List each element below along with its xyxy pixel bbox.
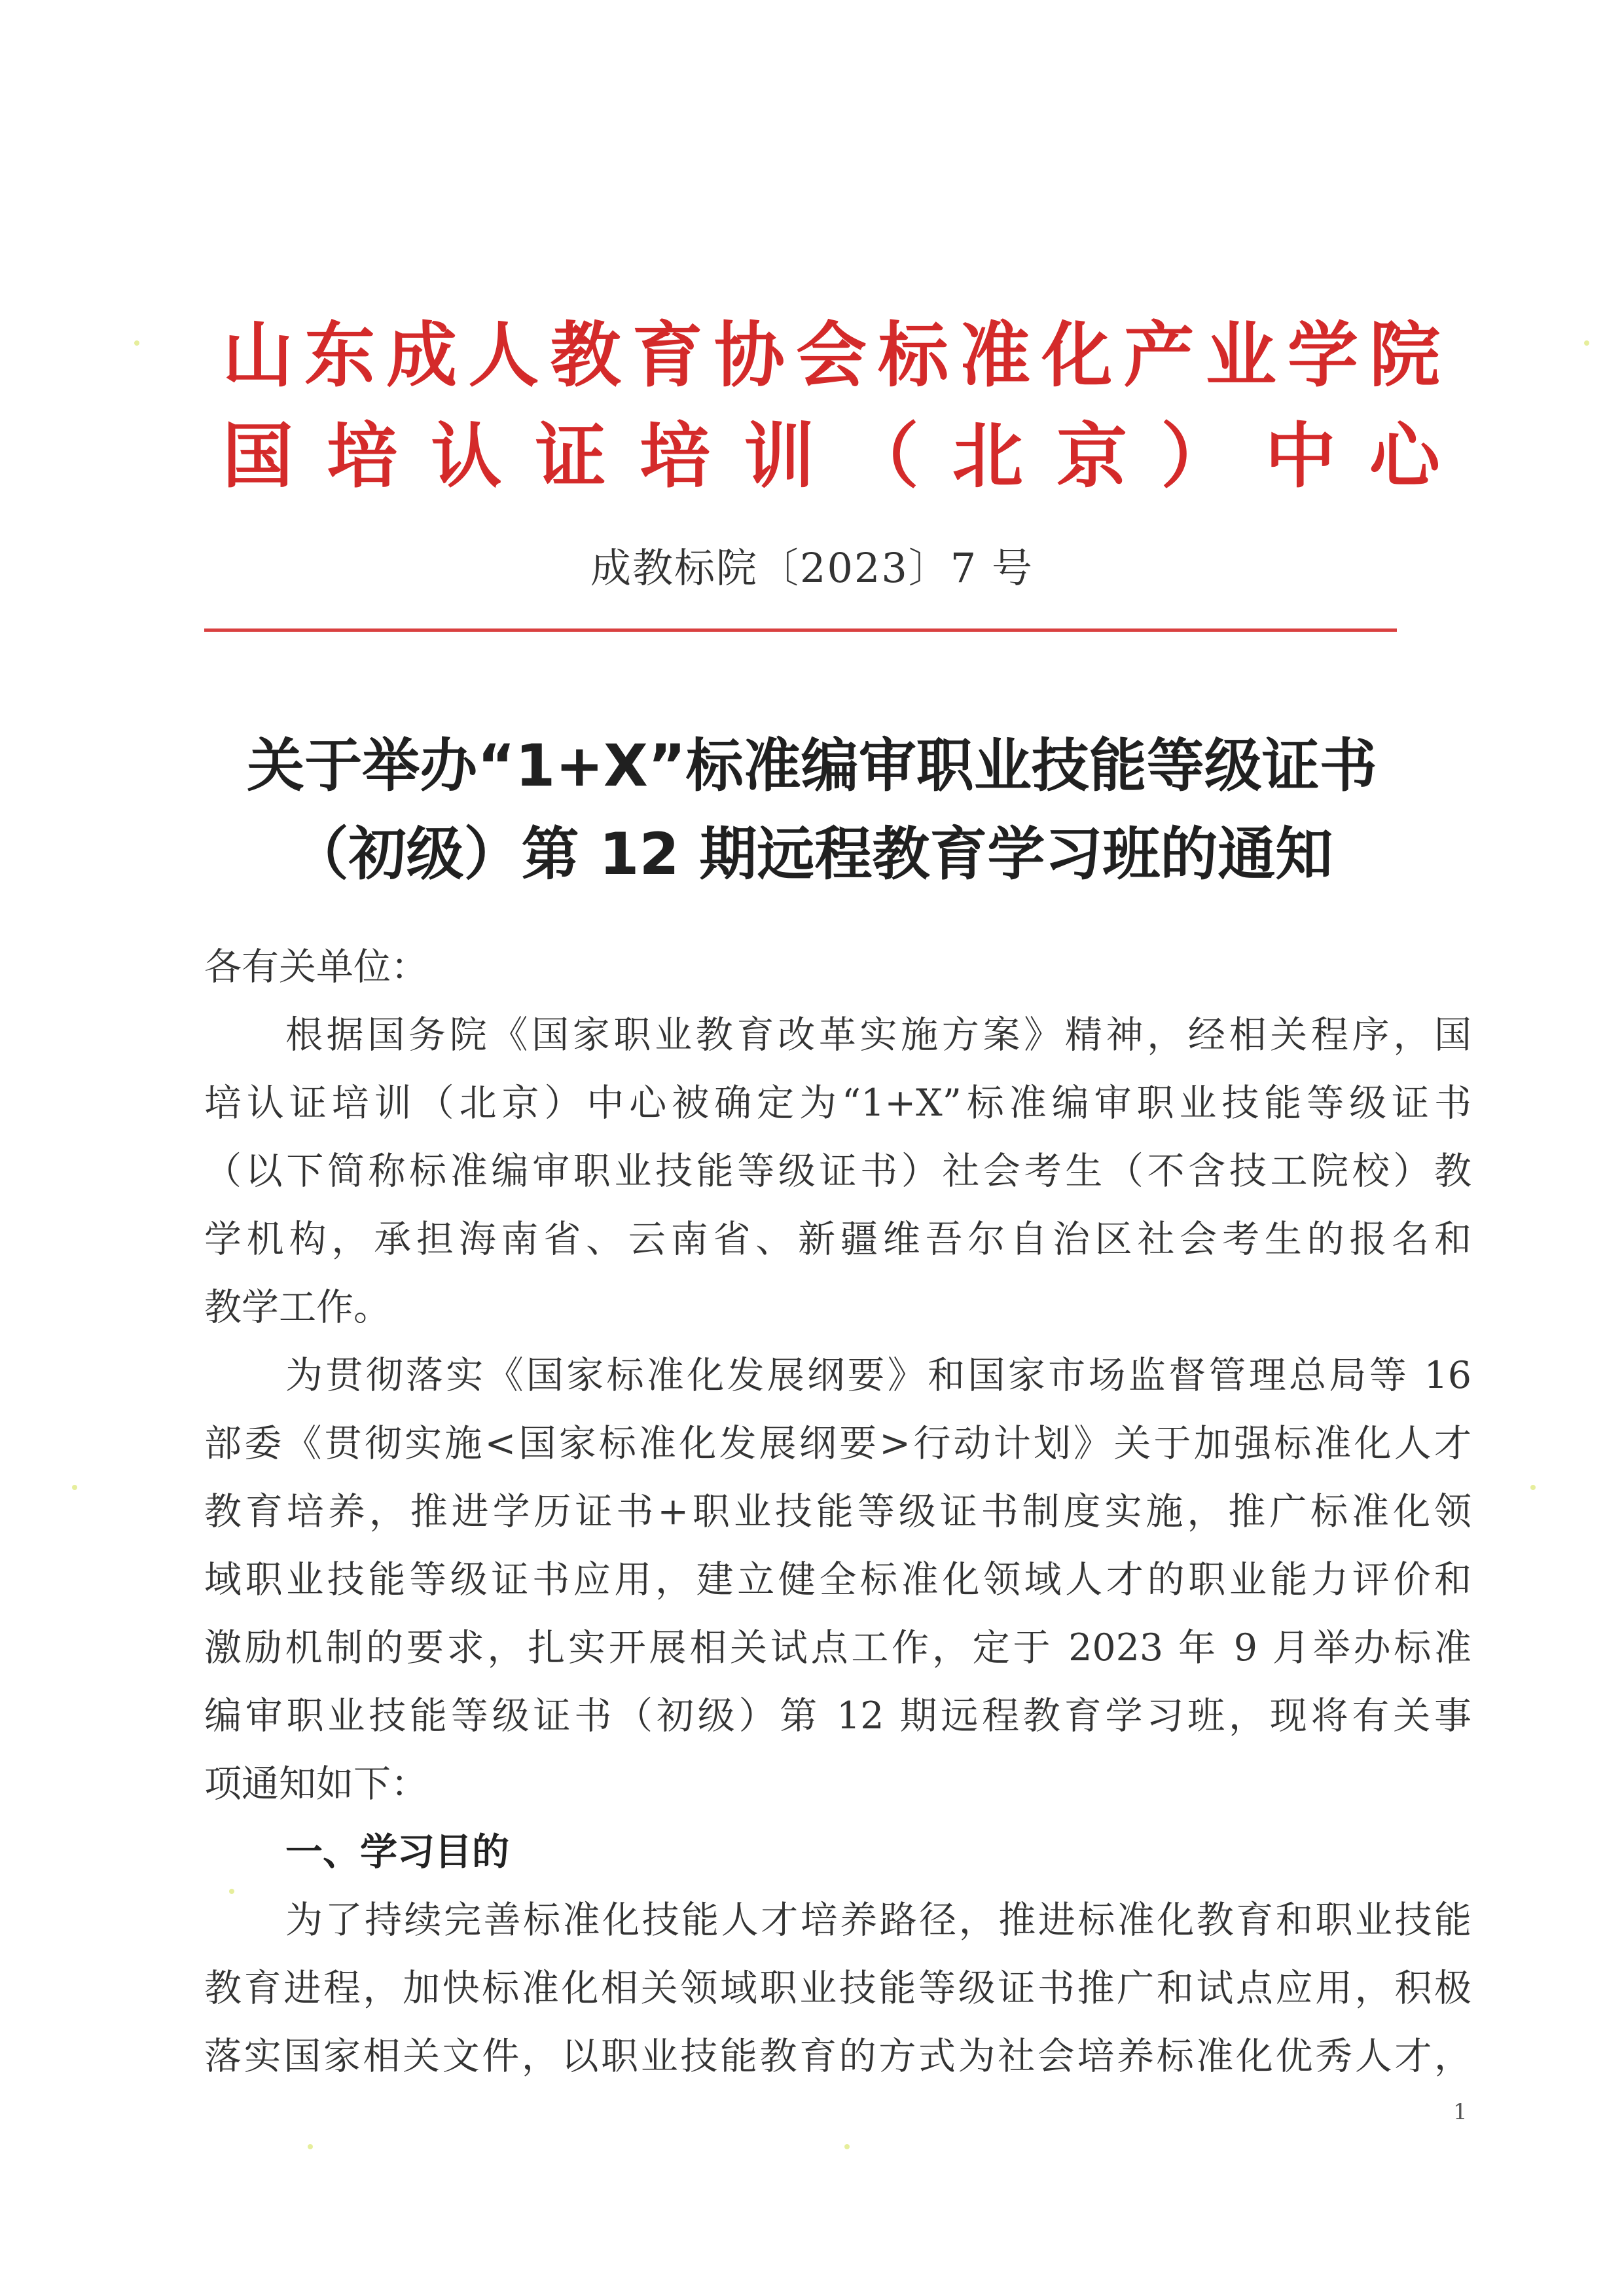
paragraph-line: 为了持续完善标准化技能人才培养路径，推进标准化教育和职业技能: [285, 1899, 1471, 1942]
letterhead-line-1: [223, 313, 1440, 398]
letterhead-char: 训: [744, 415, 815, 498]
salutation-text: 各有关单位：: [204, 945, 428, 989]
scan-speck: [72, 1485, 77, 1490]
letterhead-char: 培: [327, 415, 398, 498]
paragraph-3: [204, 1886, 1471, 2090]
paragraph-1: [204, 1001, 1471, 1341]
letterhead-line-2: [223, 414, 1440, 499]
scan-speck: [844, 2144, 850, 2149]
paragraph-line: （以下简称标准编审职业技能等级证书）社会考生（不含技工院校）教: [204, 1150, 1471, 1193]
letterhead-char: 山: [223, 314, 294, 397]
letterhead-char: 证: [535, 415, 606, 498]
letterhead-char: （: [848, 415, 919, 498]
letterhead-char: 业: [1205, 314, 1276, 397]
letterhead-char: 东: [304, 314, 376, 397]
paragraph-2: [204, 1341, 1471, 1818]
letterhead-char: 学: [1287, 314, 1358, 397]
paragraph-line: 激励机制的要求，扎实开展相关试点工作，定于 2023 年 9 月举办标准: [204, 1626, 1471, 1669]
paragraph-line: 学机构，承担海南省、云南省、新疆维吾尔自治区社会考生的报名和: [204, 1218, 1471, 1261]
paragraph-line: 培认证培训（北京）中心被确定为“1+X”标准编审职业技能等级证书: [204, 1082, 1471, 1125]
letterhead-char: 院: [1369, 314, 1440, 397]
paragraph-line: 域职业技能等级证书应用，建立健全标准化领域人才的职业能力评价和: [204, 1558, 1471, 1601]
paragraph-line: 教学工作。: [204, 1286, 391, 1329]
scan-speck: [134, 340, 139, 346]
scan-speck: [1530, 1485, 1536, 1490]
letterhead-char: 培: [640, 415, 711, 498]
document-number: 成教标院〔2023〕7 号: [590, 544, 1034, 592]
scan-speck: [1584, 340, 1589, 346]
paragraph-line: 部委《贯彻实施<国家标准化发展纲要>行动计划》关于加强标准化人才: [204, 1422, 1471, 1465]
paragraph-line: 落实国家相关文件，以职业技能教育的方式为社会培养标准化优秀人才，: [204, 2035, 1471, 2078]
letterhead-char: 产: [1123, 314, 1195, 397]
section-heading-text: 一、学习目的: [285, 1830, 509, 1874]
paragraph-line: 教育进程，加快标准化相关领域职业技能等级证书推广和试点应用，积极: [204, 1967, 1471, 2010]
notice-title-line-2: （初级）第 12 期远程教育学习班的通知: [291, 820, 1333, 888]
letterhead-char: 育: [632, 314, 703, 397]
letterhead-char: 准: [960, 314, 1031, 397]
paragraph-line: 项通知如下：: [204, 1762, 428, 1806]
letterhead-char: 协: [713, 314, 785, 397]
scan-speck: [229, 1889, 234, 1894]
paragraph-line: 根据国务院《国家职业教育改革实施方案》精神，经相关程序，国: [285, 1013, 1471, 1057]
letterhead-char: 成: [386, 314, 458, 397]
page-number: 1: [1453, 2099, 1468, 2125]
paragraph-line: 编审职业技能等级证书（初级）第 12 期远程教育学习班，现将有关事: [204, 1694, 1471, 1738]
letterhead-char: 会: [795, 314, 867, 397]
letterhead-char: ）: [1161, 415, 1232, 498]
letterhead-char: 化: [1041, 314, 1113, 397]
letterhead-char: 国: [223, 415, 294, 498]
scan-speck: [308, 2144, 313, 2149]
notice-title-line-1: 关于举办“1+X”标准编审职业技能等级证书: [247, 732, 1377, 799]
paragraph-line: 教育培养，推进学历证书+职业技能等级证书制度实施，推广标准化领: [204, 1490, 1471, 1533]
letterhead-char: 心: [1369, 415, 1440, 498]
salutation: [204, 933, 1471, 1001]
letterhead-char: 京: [1056, 415, 1128, 498]
red-divider-line: [204, 628, 1397, 632]
letterhead-char: 人: [468, 314, 539, 397]
letterhead-char: 认: [431, 415, 502, 498]
letterhead-char: 教: [550, 314, 621, 397]
section-heading-1: [204, 1818, 1471, 1886]
letterhead-char: 北: [952, 415, 1023, 498]
letterhead-char: 中: [1265, 415, 1336, 498]
letterhead-char: 标: [878, 314, 949, 397]
paragraph-line: 为贯彻落实《国家标准化发展纲要》和国家市场监督管理总局等 16: [285, 1354, 1471, 1397]
